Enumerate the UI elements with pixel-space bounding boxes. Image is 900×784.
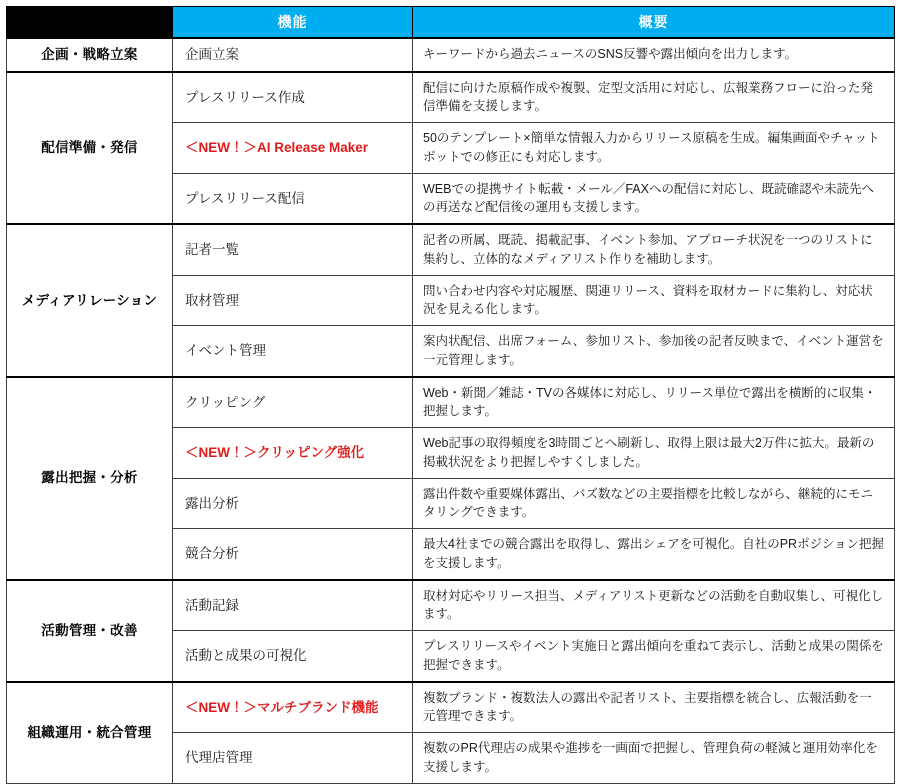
overview-cell: 複数ブランド・複数法人の露出や記者リスト、主要指標を統合し、広報活動を一元管理できます。 <box>413 682 895 733</box>
category-cell: 企画・戦略立案 <box>7 38 173 72</box>
table-row <box>7 377 895 428</box>
table-row <box>7 224 895 275</box>
function-cell-new: ＜NEW！＞AI Release Maker <box>173 123 413 174</box>
function-cell: 代理店管理 <box>173 733 413 784</box>
function-cell: 取材管理 <box>173 275 413 326</box>
overview-cell: キーワードから過去ニュースのSNS反響や露出傾向を出力します。 <box>413 38 895 72</box>
category-cell: 配信準備・発信 <box>7 72 173 225</box>
overview-cell: 問い合わせ内容や対応履歴、関連リリース、資料を取材カードに集約し、対応状況を見える化します。 <box>413 275 895 326</box>
function-cell: 競合分析 <box>173 529 413 580</box>
table-row <box>7 72 895 123</box>
category-cell: 活動管理・改善 <box>7 580 173 682</box>
overview-cell: 案内状配信、出席フォーム、参加リスト、参加後の記者反映まで、イベント運営を一元管理します。 <box>413 326 895 377</box>
header-cell-overview: 概要 <box>413 7 895 39</box>
header-row <box>7 7 895 39</box>
header-cell-function: 機能 <box>173 7 413 39</box>
table-row <box>7 580 895 631</box>
function-cell: 露出分析 <box>173 478 413 529</box>
table-row <box>7 38 895 72</box>
function-cell: イベント管理 <box>173 326 413 377</box>
function-cell: プレスリリース作成 <box>173 72 413 123</box>
function-cell: 企画立案 <box>173 38 413 72</box>
function-cell: 記者一覧 <box>173 224 413 275</box>
function-matrix-table <box>6 6 895 784</box>
table-header <box>7 7 895 39</box>
overview-cell: 取材対応やリリース担当、メディアリスト更新などの活動を自動収集し、可視化します。 <box>413 580 895 631</box>
category-cell: メディアリレーション <box>7 224 173 377</box>
table-body <box>7 38 895 783</box>
overview-cell: 記者の所属、既読、掲載記事、イベント参加、アプローチ状況を一つのリストに集約し、立体的なメディアリスト作りを補助します。 <box>413 224 895 275</box>
function-cell-new: ＜NEW！＞クリッピング強化 <box>173 428 413 479</box>
overview-cell: Web・新聞／雑誌・TVの各媒体に対応し、リリース単位で露出を横断的に収集・把握します。 <box>413 377 895 428</box>
category-cell: 組織運用・統合管理 <box>7 682 173 784</box>
overview-cell: 露出件数や重要媒体露出、バズ数などの主要指標を比較しながら、継続的にモニタリングできます。 <box>413 478 895 529</box>
overview-cell: 最大4社までの競合露出を取得し、露出シェアを可視化。自社のPRポジション把握を支援します。 <box>413 529 895 580</box>
category-cell: 露出把握・分析 <box>7 377 173 580</box>
function-cell: クリッピング <box>173 377 413 428</box>
function-cell: プレスリリース配信 <box>173 173 413 224</box>
overview-cell: WEBでの提携サイト転載・メール／FAXへの配信に対応し、既読確認や未読先への再送など配信後の運用も支援します。 <box>413 173 895 224</box>
function-cell-new: ＜NEW！＞マルチブランド機能 <box>173 682 413 733</box>
function-cell: 活動と成果の可視化 <box>173 631 413 682</box>
overview-cell: 複数のPR代理店の成果や進捗を一画面で把握し、管理負荷の軽減と運用効率化を支援します。 <box>413 733 895 784</box>
table-row <box>7 682 895 733</box>
overview-cell: Web記事の取得頻度を3時間ごとへ刷新し、取得上限は最大2万件に拡大。最新の掲載状況をより把握しやすくしました。 <box>413 428 895 479</box>
overview-cell: プレスリリースやイベント実施日と露出傾向を重ねて表示し、活動と成果の関係を把握できます。 <box>413 631 895 682</box>
header-cell-category <box>7 7 173 39</box>
overview-cell: 50のテンプレート×簡単な情報入力からリリース原稿を生成。編集画面やチャットボットでの修正にも対応します。 <box>413 123 895 174</box>
overview-cell: 配信に向けた原稿作成や複製、定型文活用に対応し、広報業務フローに沿った発信準備を支援します。 <box>413 72 895 123</box>
function-cell: 活動記録 <box>173 580 413 631</box>
